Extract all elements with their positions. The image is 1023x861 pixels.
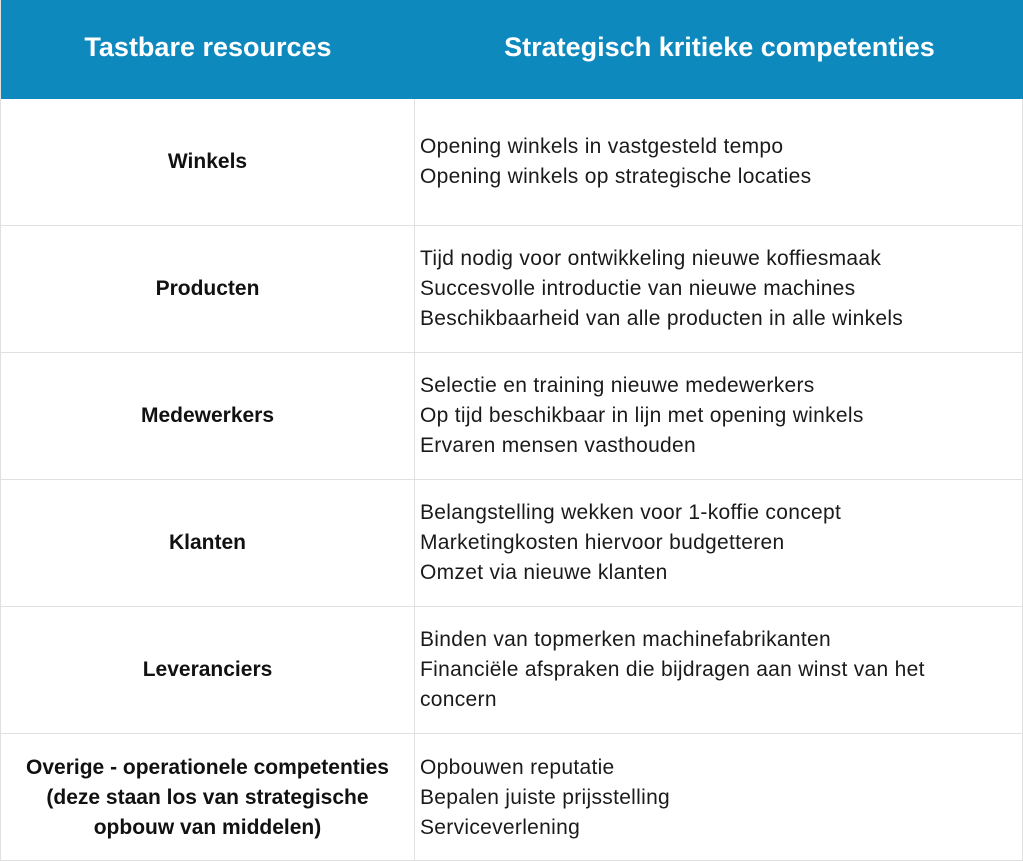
table-row	[1, 226, 1023, 353]
table-row	[1, 353, 1023, 480]
table-header	[1, 0, 1023, 99]
table-row	[1, 607, 1023, 734]
resource-cell: Overige - operationele competenties (deze staan los van strategische opbouw van middelen)	[1, 734, 415, 861]
competency-item: Succesvolle introductie van nieuwe machines	[420, 277, 856, 300]
header-strategisch-kritieke-competenties: Strategisch kritieke competenties	[504, 32, 935, 62]
resource-cell: Medewerkers	[1, 353, 415, 479]
competency-item: Bepalen juiste prijsstelling	[420, 785, 671, 809]
resource-cell: Producten	[1, 226, 415, 352]
competency-item: Financiële afspraken die bijdragen aan winst van het concern	[420, 658, 925, 711]
table-row	[1, 480, 1023, 607]
competency-item: Marketingkosten hiervoor budgetteren	[420, 531, 785, 554]
table-row	[1, 99, 1023, 226]
competency-item: Ervaren mensen vasthouden	[420, 434, 696, 457]
header-tastbare-resources: Tastbare resources	[84, 32, 332, 62]
competencies-cell	[415, 99, 1023, 225]
competency-item: Omzet via nieuwe klanten	[420, 561, 668, 584]
competency-item: Tijd nodig voor ontwikkeling nieuwe koffiesmaak	[420, 247, 882, 270]
competency-item: Opbouwen reputatie	[420, 755, 615, 779]
competency-item: Opening winkels in vastgesteld tempo	[420, 135, 784, 158]
competency-item: Serviceverlening	[420, 815, 581, 839]
competency-item: Binden van topmerken machinefabrikanten	[420, 628, 831, 651]
competencies-cell	[415, 353, 1023, 479]
competencies-cell	[415, 226, 1023, 352]
competency-item: Selectie en training nieuwe medewerkers	[420, 374, 815, 397]
resource-cell: Winkels	[1, 99, 415, 225]
table-row	[1, 734, 1023, 861]
competencies-cell	[415, 480, 1023, 606]
table-body	[1, 99, 1023, 861]
competency-item: Op tijd beschikbaar in lijn met opening winkels	[420, 404, 864, 427]
resource-cell: Leveranciers	[1, 607, 415, 733]
competency-item: Opening winkels op strategische locaties	[420, 165, 812, 188]
competency-item: Beschikbaarheid van alle producten in alle winkels	[420, 307, 904, 330]
competencies-cell	[415, 734, 1023, 861]
competencies-cell	[415, 607, 1023, 733]
resource-cell: Klanten	[1, 480, 415, 606]
competency-item: Belangstelling wekken voor 1-koffie concept	[420, 501, 842, 524]
